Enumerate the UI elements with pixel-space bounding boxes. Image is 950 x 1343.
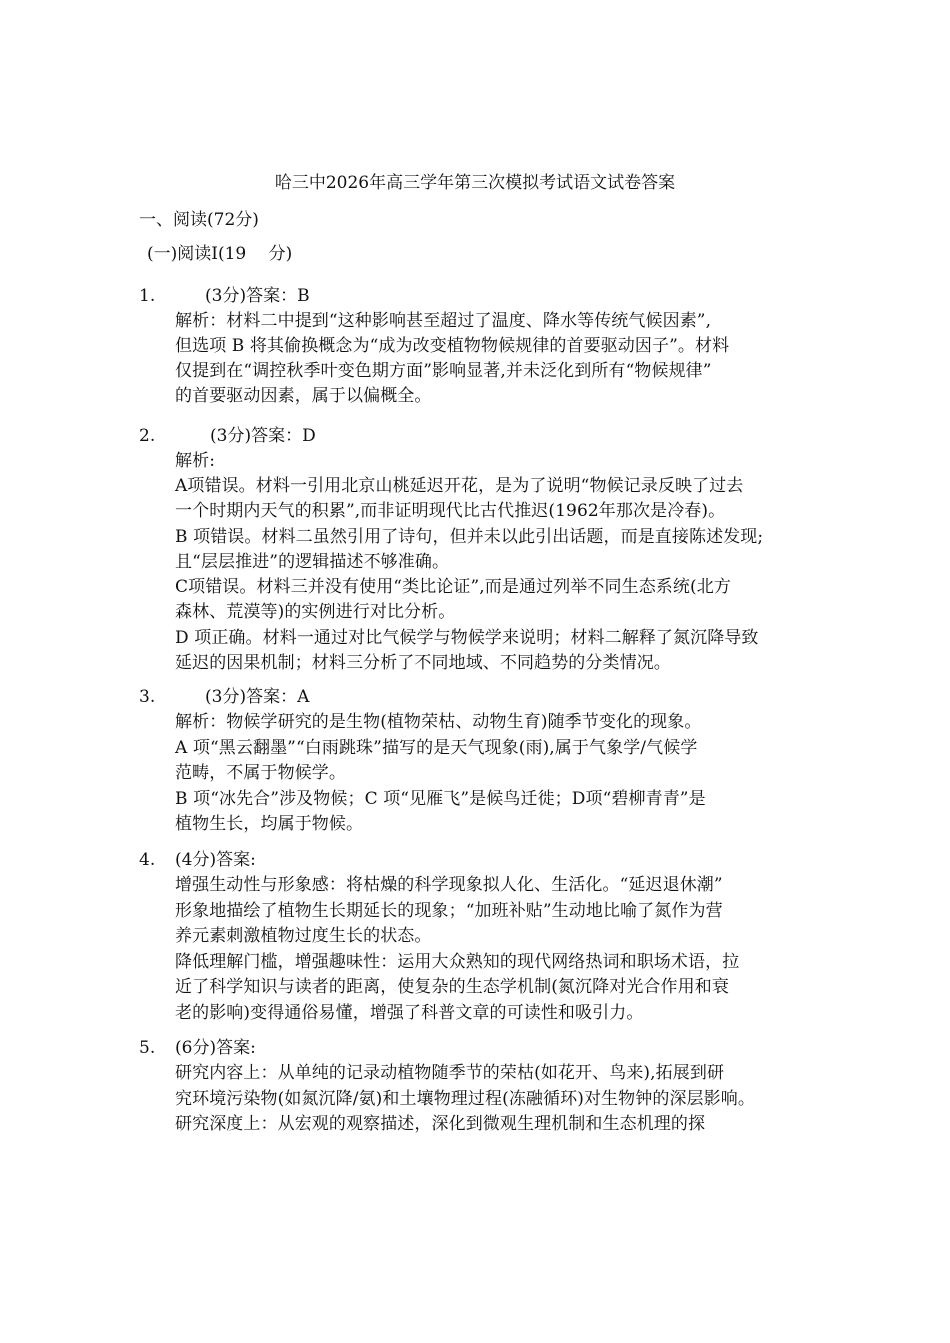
explanation-line: A 项“黑云翻墨”“白雨跳珠”描写的是天气现象(雨),属于气象学/气候学: [175, 738, 698, 758]
explanation-line: B 项错误。材料二虽然引用了诗句，但并未以此引出话题，而是直接陈述发现;: [175, 527, 764, 547]
explanation-line: 一个时期内天气的积累”,而非证明现代比古代推迟(1962年那次是冷春)。: [175, 501, 726, 521]
question-number: 5.: [139, 1038, 156, 1058]
explanation-line: 但选项 B 将其偷换概念为“成为改变植物物候规律的首要驱动因子”。材料: [175, 336, 730, 356]
explanation-line: 养元素刺激植物过度生长的状态。: [175, 926, 432, 946]
explanation-line: C项错误。材料三并没有使用“类比论证”,而是通过列举不同生态系统(北方: [175, 577, 731, 597]
question-answer: (3分)答案：B: [205, 286, 310, 306]
question-answer: (6分)答案:: [175, 1038, 256, 1058]
explanation-line: 增强生动性与形象感：将枯燥的科学现象拟人化、生活化。“延迟退休潮”: [175, 875, 723, 895]
explanation-line: A项错误。材料一引用北京山桃延迟开花，是为了说明“物候记录反映了过去: [175, 476, 744, 496]
explanation-line: 研究内容上：从单纯的记录动植物随季节的荣枯(如花开、鸟来),拓展到研: [175, 1063, 725, 1083]
explanation-line: 解析:: [175, 451, 216, 471]
question-answer: (3分)答案：D: [210, 426, 316, 446]
explanation-line: 森林、荒漠等)的实例进行对比分析。: [175, 602, 456, 622]
explanation-line: 且“层层推进”的逻辑描述不够准确。: [175, 552, 450, 572]
question-answer: (3分)答案：A: [205, 687, 310, 707]
subsection-heading: (一)阅读I(19 分): [147, 244, 293, 264]
question-number: 1.: [139, 286, 156, 306]
document-title: 哈三中2026年高三学年第三次模拟考试语文试卷答案: [274, 173, 676, 193]
explanation-line: 的首要驱动因素，属于以偏概全。: [175, 386, 432, 406]
explanation-line: 研究深度上：从宏观的观察描述，深化到微观生理机制和生态机理的探: [175, 1114, 706, 1134]
explanation-line: 究环境污染物(如氮沉降/氨)和土壤物理过程(冻融循环)对生物钟的深层影响。: [175, 1089, 755, 1109]
question-number: 2.: [139, 426, 156, 446]
explanation-line: 形象地描绘了植物生长期延长的现象；“加班补贴”生动地比喻了氮作为营: [175, 901, 723, 921]
section-heading: 一、阅读(72分): [139, 210, 259, 230]
question-answer: (4分)答案:: [175, 850, 256, 870]
question-number: 4.: [139, 850, 156, 870]
explanation-line: 仅提到在“调控秋季叶变色期方面”影响显著,并未泛化到所有“物候规律”: [175, 361, 712, 381]
question-number: 3.: [139, 687, 156, 707]
explanation-line: D 项正确。材料一通过对比气候学与物候学来说明；材料二解释了氮沉降导致: [175, 628, 759, 648]
explanation-line: 近了科学知识与读者的距离，使复杂的生态学机制(氮沉降对光合作用和衰: [175, 977, 729, 997]
explanation-line: 降低理解门槛，增强趣味性：运用大众熟知的现代网络热词和职场术语，拉: [175, 952, 740, 972]
explanation-line: 植物生长，均属于物候。: [175, 814, 364, 834]
explanation-line: 解析：物候学研究的是生物(植物荣枯、动物生育)随季节变化的现象。: [175, 712, 702, 732]
explanation-line: B 项“冰先合”涉及物候；C 项“见雁飞”是候鸟迁徙；D项“碧柳青青”是: [175, 789, 706, 809]
explanation-line: 范畴，不属于物候学。: [175, 763, 346, 783]
explanation-line: 老的影响)变得通俗易懂，增强了科普文章的可读性和吸引力。: [175, 1003, 644, 1023]
explanation-line: 延迟的因果机制；材料三分析了不同地域、不同趋势的分类情况。: [175, 653, 671, 673]
explanation-line: 解析：材料二中提到“这种影响甚至超过了温度、降水等传统气候因素”,: [175, 311, 712, 331]
